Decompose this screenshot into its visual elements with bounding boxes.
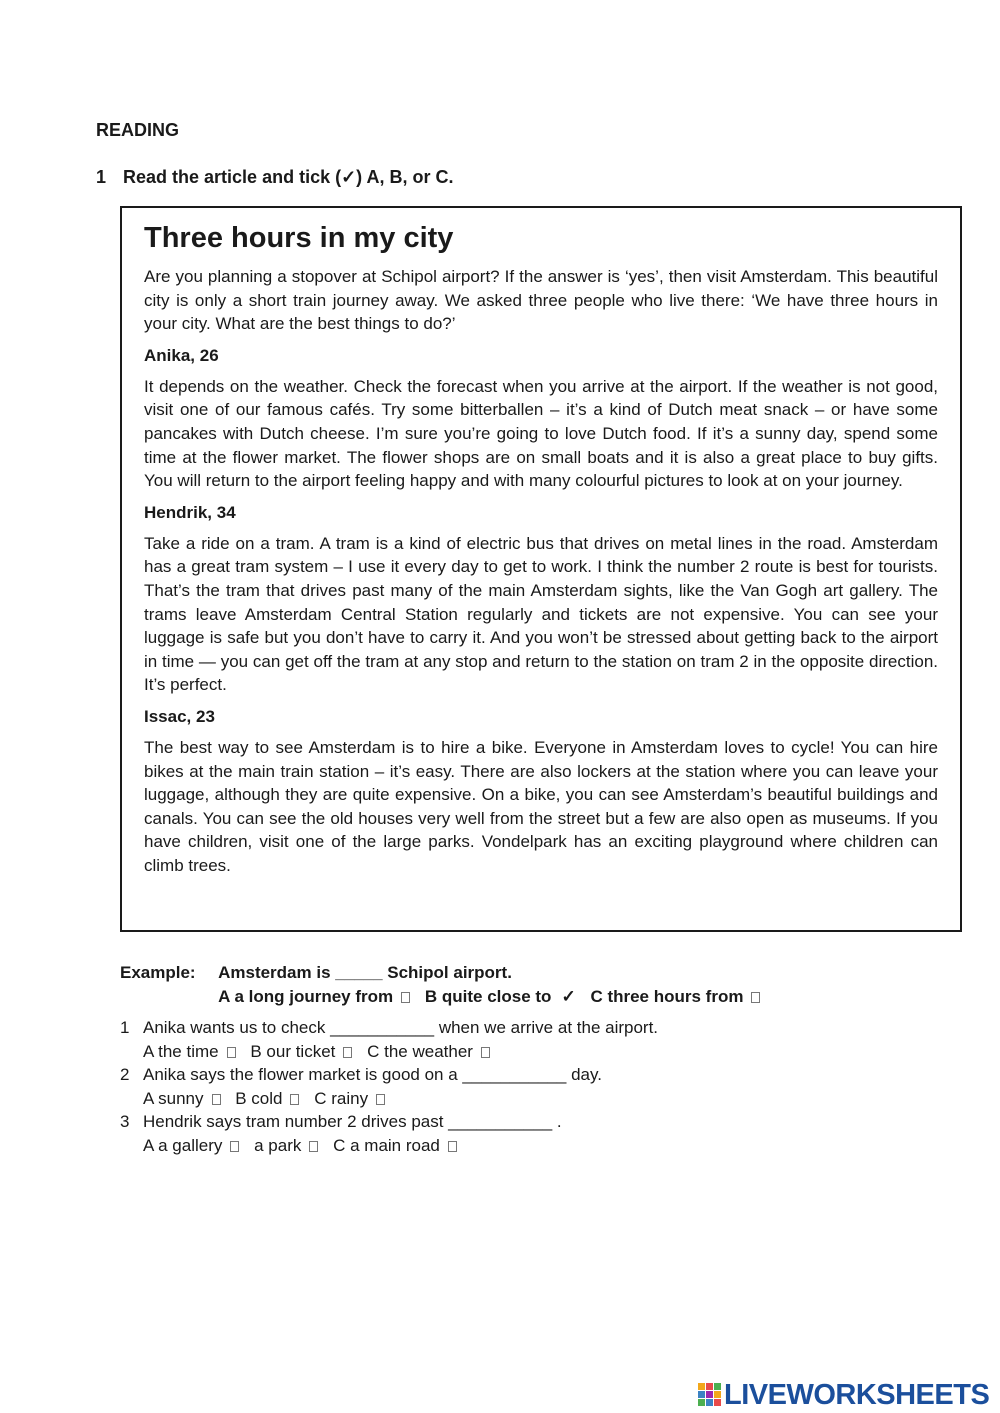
question-text: Anika says the flower market is good on a ___________ day. [143,1065,602,1085]
article-title: Three hours in my city [144,222,454,254]
answer-option: A a gallery [143,1135,223,1155]
example-label: Example: [120,963,196,982]
speaker-name: Issac, 23 [144,706,215,726]
checkbox[interactable] [376,1094,385,1105]
answer-option: B our ticket [250,1041,336,1061]
example-option: C three hours from [590,987,744,1006]
section-title: READING [96,120,180,140]
liveworksheets-logo-icon [698,1383,722,1407]
logo-text: LIVEWORKSHEETS [724,1379,990,1411]
article-box [120,206,962,932]
checkbox[interactable] [230,1141,239,1152]
answer-option: a park [254,1135,302,1155]
checkbox[interactable] [751,992,760,1003]
checkbox[interactable] [227,1047,236,1058]
example-option: A a long journey from [218,987,394,1006]
speaker-name: Anika, 26 [144,345,219,365]
answer-options [120,1040,658,1064]
question-text: Hendrik says tram number 2 drives past ___________ . [143,1112,562,1132]
answer-options [120,1134,658,1158]
question-number: 1 [120,1018,130,1037]
speaker-name: Hendrik, 34 [144,502,236,522]
questions-list [120,1016,658,1158]
answer-option: A the time [143,1041,219,1061]
liveworksheets-logo[interactable] [698,1379,989,1412]
question [120,1016,658,1040]
checkbox[interactable] [481,1047,490,1058]
speaker-text: The best way to see Amsterdam is to hire a bike. Everyone in Amsterdam loves to cycle! You can hire bikes at the main train station – it’s easy. There are also lockers at the station where you can leave your luggage, although they are quite expensive. On a bike, you can see Amsterdam’s beautiful buildings and canals. You can see the old houses very well from the street but a few are also open as museums. If you have children, visit one of the large parks. Vondelpark has an exciting playground where children can climb trees. [144,737,938,875]
answer-option: C the weather [367,1041,473,1061]
question [120,1110,658,1134]
instruction-number: 1 [96,167,107,187]
article-intro: Are you planning a stopover at Schipol airport? If the answer is ‘yes’, then visit Amsterdam. This beautiful city is only a short train journey away. We asked three people who live there: ‘We have three hours in your city. What are the best things to do?’ [144,267,938,334]
checkbox[interactable] [343,1047,352,1058]
checkbox[interactable] [309,1141,318,1152]
checkbox[interactable] [448,1141,457,1152]
answer-option: B cold [235,1088,283,1108]
answer-option: C rainy [314,1088,369,1108]
instruction [96,167,454,188]
instruction-text: Read the article and tick (✓) A, B, or C. [123,167,454,187]
answer-option: C a main road [333,1135,440,1155]
speaker-text: It depends on the weather. Check the forecast when you arrive at the airport. If the weather is not good, visit one of our famous cafés. Try some bitterballen – it’s a kind of Dutch meat snack – or have some pancakes with Dutch cheese. I’m sure you’re going to love Dutch food. If it’s a sunny day, spend some time at the flower market. The flower shops are on small boats and it is also a great place to buy gifts. You will return to the airport feeling happy and with many colourful pictures to look at on your journey. [144,376,938,491]
question-number: 3 [120,1112,130,1132]
example-question: Amsterdam is _____ Schipol airport. [218,963,512,982]
answer-option: A sunny [143,1088,204,1108]
answer-options [120,1087,658,1111]
speaker-text: Take a ride on a tram. A tram is a kind of electric bus that drives on metal lines in the road. Amsterdam has a great tram system – I use it every day to get to work. I think the number 2 route is best for tourists. That’s the tram that drives past many of the main Amsterdam sights, like the Van Gogh art gallery. The trams leave Amsterdam Central Station regularly and tickets are not expensive. You can see your luggage is safe but you don’t have to carry it. And you won’t be stressed about getting back to the airport in time — you can get off the tram at any stop and return to the station on tram 2 in the opposite direction. It’s perfect. [144,533,938,695]
question-text: Anika wants us to check ___________ when we arrive at the airport. [143,1018,659,1037]
checkmark-icon: ✓ [561,987,576,1006]
checkbox[interactable] [290,1094,299,1105]
question [120,1063,658,1087]
question-number: 2 [120,1065,130,1085]
example-block [120,961,770,1009]
checkbox[interactable] [212,1094,221,1105]
example-option: B quite close to [424,987,552,1006]
checkbox[interactable] [401,992,410,1003]
